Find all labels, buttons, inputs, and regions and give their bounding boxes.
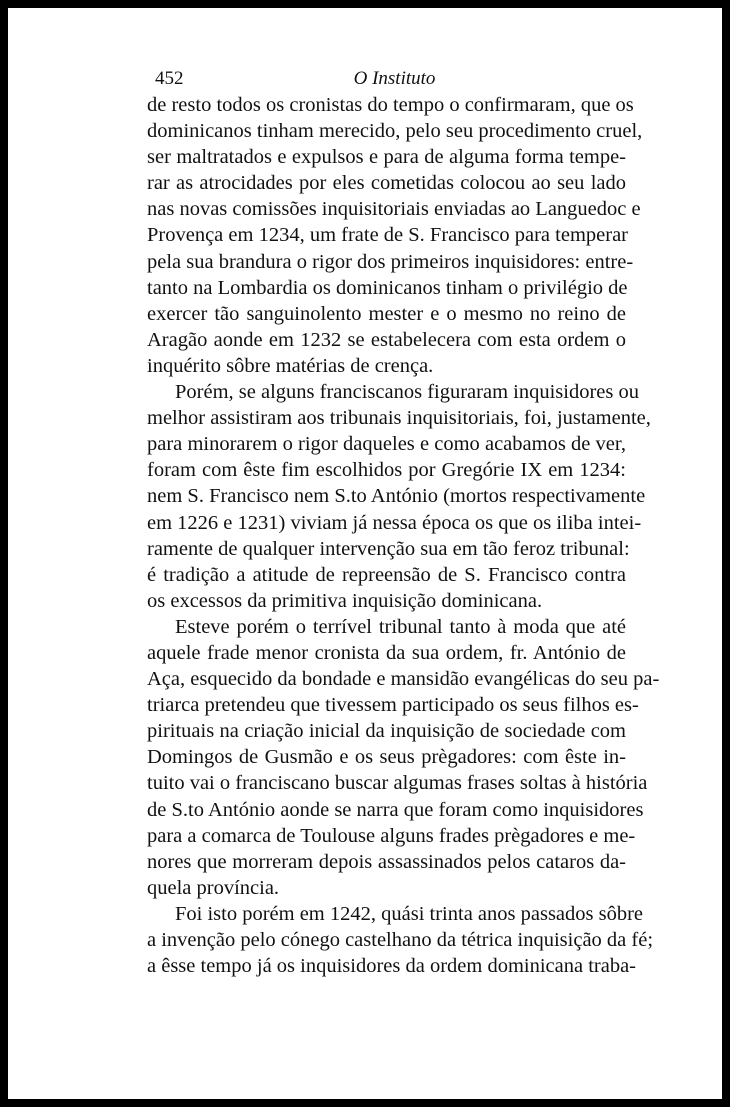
text-line: dominicanos tinham merecido, pelo seu procedimento cruel,: [147, 120, 643, 143]
text-line: nores que morreram depois assassinados pelos cataros da-: [147, 850, 626, 873]
text-line: pirituais na criação inicial da inquisição de sociedade com: [147, 720, 626, 743]
text-line: os excessos da primitiva inquisição dominicana.: [147, 589, 543, 612]
text-line: a êsse tempo já os inquisidores da ordem dominicana traba-: [147, 955, 637, 978]
text-line: rar as atrocidades por eles cometidas colocou ao seu lado: [147, 172, 626, 195]
text-line: de resto todos os cronistas do tempo o confirmaram, que os: [147, 94, 634, 116]
text-line: a invenção pelo cónego castelhano da tétrica inquisição da fé;: [147, 929, 654, 951]
page-number: 452: [155, 68, 184, 89]
text-line: em 1226 e 1231) viviam já nessa época os que os iliba intei-: [147, 511, 642, 534]
text-line: nas novas comissões inquisitoriais enviadas ao Languedoc e: [147, 198, 641, 221]
text-line: é tradição a atitude de repreensão de S. Francisco contra: [147, 563, 626, 586]
text-line: Provença em 1234, um frate de S. Francisco para temperar: [147, 224, 628, 247]
body-text: [147, 92, 660, 979]
paragraph: [147, 901, 654, 979]
text-line: Porém, se alguns franciscanos figuraram inquisidores ou: [175, 381, 639, 404]
running-title: O Instituto: [353, 68, 436, 89]
text-line: triarca pretendeu que tivessem participado os seus filhos es-: [147, 694, 639, 717]
paragraph: [147, 92, 643, 379]
text-line: pela sua brandura o rigor dos primeiros inquisidores: entre-: [147, 250, 634, 273]
text-line: inquérito sôbre matérias de crença.: [147, 354, 434, 377]
text-line: nem S. Francisco nem S.to António (mortos respectivamente: [147, 485, 646, 508]
text-line: melhor assistiram aos tribunais inquisitoriais, foi, justamente,: [147, 407, 651, 430]
text-line: para a comarca de Toulouse alguns frades prègadores e me-: [147, 824, 636, 847]
text-line: Aça, esquecido da bondade e mansidão evangélicas do seu pa-: [147, 668, 660, 691]
text-line: quela província.: [147, 876, 280, 899]
text-line: tanto na Lombardia os dominicanos tinham o privilégio de: [147, 276, 628, 299]
text-line: ser maltratados e expulsos e para de alguma forma tempe-: [147, 146, 626, 169]
text-line: exercer tão sanguinolento mester e o mesmo no reino de: [147, 302, 626, 325]
text-line: ramente de qualquer intervenção sua em tão feroz tribunal:: [147, 537, 630, 560]
text-line: Aragão aonde em 1232 se estabelecera com esta ordem o: [147, 328, 626, 351]
text-line: tuito vai o franciscano buscar algumas frases soltas à história: [147, 772, 648, 795]
text-line: Foi isto porém em 1242, quási trinta anos passados sôbre: [175, 902, 644, 925]
paragraph: [147, 614, 660, 901]
text-line: para minorarem o rigor daqueles e como acabamos de ver,: [147, 433, 626, 456]
text-line: foram com êste fim escolhidos por Gregórie IX em 1234:: [147, 459, 626, 482]
text-line: Esteve porém o terrível tribunal tanto à moda que até: [175, 615, 626, 638]
text-line: de S.to António aonde se narra que foram como inquisidores: [147, 798, 644, 821]
text-line: aquele frade menor cronista da sua ordem, fr. António de: [147, 641, 626, 664]
text-line: Domingos de Gusmão e os seus prègadores: com êste in-: [147, 746, 626, 769]
paragraph: [147, 379, 651, 614]
